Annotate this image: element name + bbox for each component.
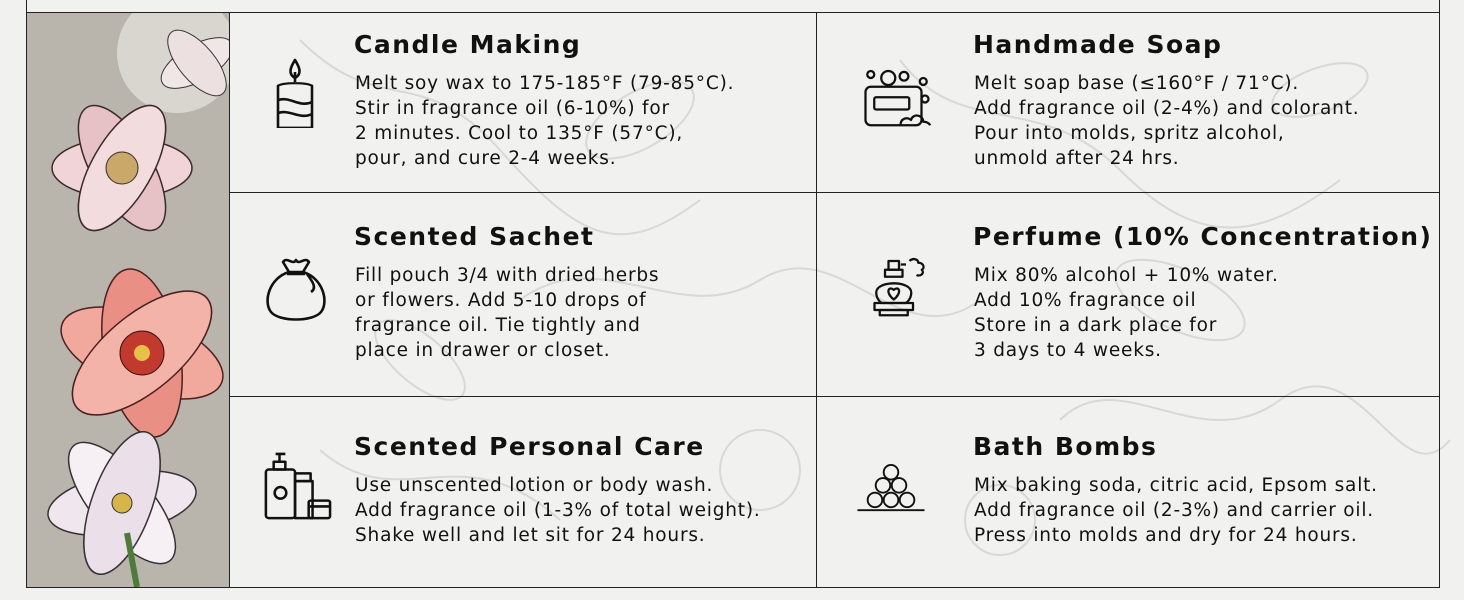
card-instructions: Melt soap base (≤160°F / 71°C). Add fragrance oil (2-4%) and colorant. Pour into molds, spritz alcohol, unmold after 24 hrs.	[974, 73, 1360, 169]
frame-edge-left	[26, 0, 27, 12]
card-instructions: Fill pouch 3/4 with dried herbs or flowers. Add 5-10 drops of fragrance oil. Tie tightly and place in drawer or closet.	[355, 265, 660, 361]
frame-edge-right	[1439, 0, 1440, 12]
card-title: Scented Sachet	[354, 222, 595, 251]
card-instructions: Mix 80% alcohol + 10% water. Add 10% fragrance oil Store in a dark place for 3 days to 4 weeks.	[974, 265, 1279, 361]
card-instructions: Mix baking soda, citric acid, Epsom salt. Add fragrance oil (2-3%) and carrier oil. Press into molds and dry for 24 hours.	[974, 475, 1378, 546]
lotion-bottles-icon	[262, 452, 332, 522]
card-instructions: Melt soy wax to 175-185°F (79-85°C). Stir in fragrance oil (6-10%) for 2 minutes. Cool to 135°F (57°C), pour, and cure 2-4 weeks.	[355, 73, 735, 169]
card-title: Handmade Soap	[973, 30, 1223, 59]
grid-divider	[229, 192, 1439, 193]
sachet-icon	[261, 252, 331, 322]
card-title: Perfume (10% Concentration)	[973, 222, 1433, 251]
card-title: Candle Making	[354, 30, 582, 59]
soap-icon	[862, 64, 932, 134]
candle-icon	[260, 58, 330, 128]
card-instructions: Use unscented lotion or body wash. Add fragrance oil (1-3% of total weight). Shake well and let sit for 24 hours.	[355, 475, 761, 546]
grid-divider	[229, 396, 1439, 397]
grid-divider	[816, 13, 817, 587]
floral-photo	[27, 13, 230, 587]
card-title: Bath Bombs	[973, 432, 1158, 461]
card-title: Scented Personal Care	[354, 432, 705, 461]
bath-bombs-icon	[856, 454, 926, 524]
perfume-bottle-icon	[864, 254, 934, 324]
